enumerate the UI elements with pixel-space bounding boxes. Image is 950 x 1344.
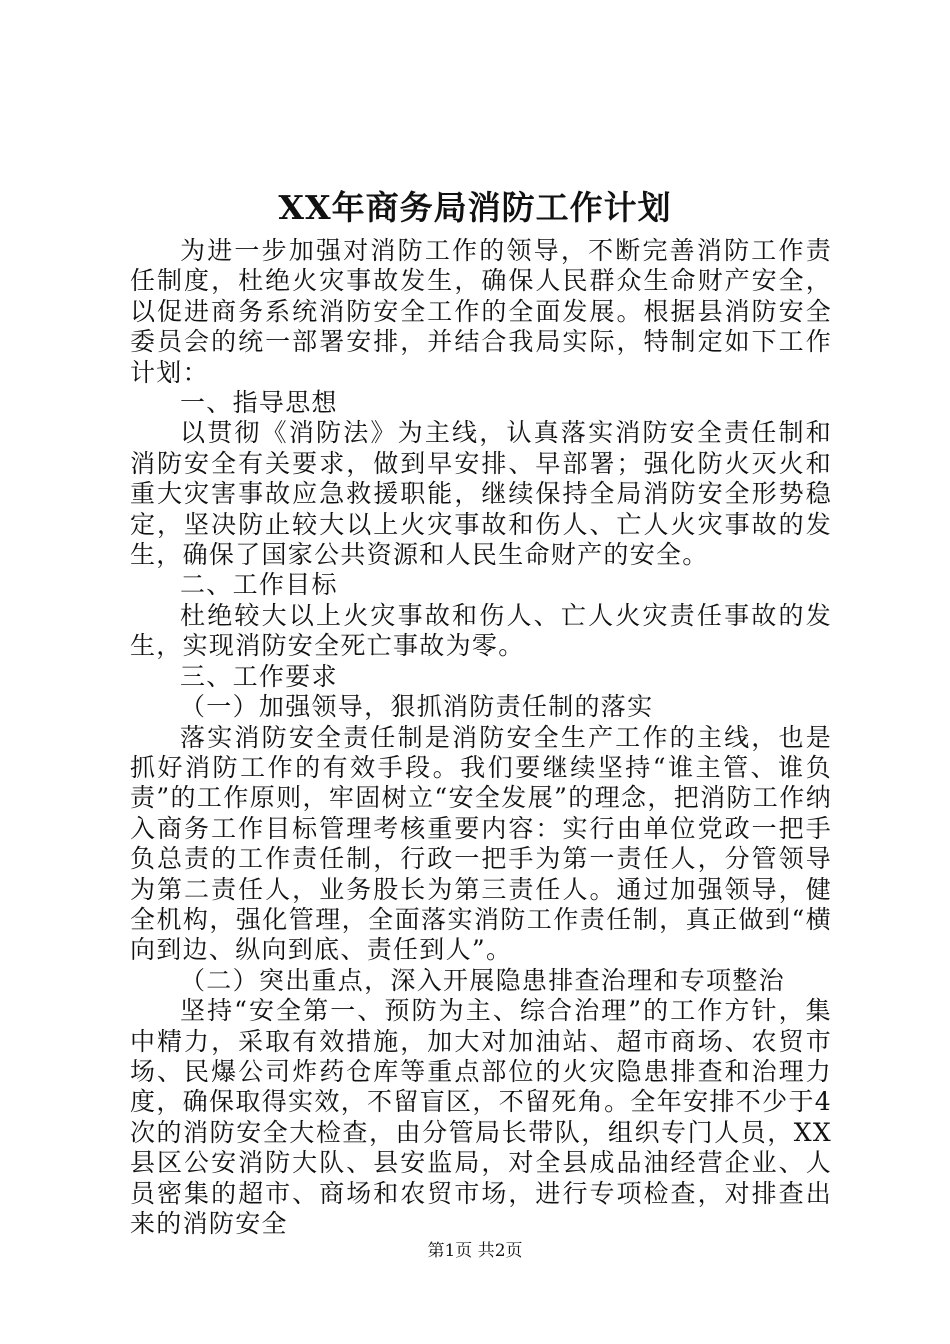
subsection-heading-2: （二）突出重点，深入开展隐患排查治理和专项整治 (180, 965, 785, 995)
paragraph-intro: 为进一步加强对消防工作的领导，不断完善消防工作责任制度，杜绝火灾事故发生，确保人民群众生命财产安全，以促进商务系统消防安全工作的全面发展。根据县消防安全委员会的统一部署安排，并结合我局实际，特制定如下工作计划： (130, 236, 832, 387)
paragraph-guiding-thought: 以贯彻《消防法》为主线，认真落实消防安全责任制和消防安全有关要求，做到早安排、早部署；强化防火灭火和重大灾害事故应急救援职能，继续保持全局消防安全形势稳定，坚决防止较大以上火灾事故和伤人、亡人火灾事故的发生，确保了国家公共资源和人民生命财产的安全。 (130, 418, 832, 570)
paragraph-work-goal: 杜绝较大以上火灾事故和伤人、亡人火灾责任事故的发生，实现消防安全死亡事故为零。 (130, 600, 832, 661)
paragraph-leadership: 落实消防安全责任制是消防安全生产工作的主线，也是抓好消防工作的有效手段。我们要继续坚持“谁主管、谁负责”的工作原则，牢固树立“安全发展”的理念，把消防工作纳入商务工作目标管理考核重要内容：实行由单位党政一把手负总责的工作责任制，行政一把手为第一责任人，分管领导为第二责任人，业务股长为第三责任人。通过加强领导，健全机构，强化管理，全面落实消防工作责任制，真正做到“横向到边、纵向到底、责任到人”。 (130, 722, 832, 965)
page-number-footer: 第1页 共2页 (427, 1241, 523, 1261)
subsection-heading-1: （一）加强领导，狠抓消防责任制的落实 (180, 692, 654, 722)
section-heading-3: 三、工作要求 (180, 661, 338, 691)
document-title: XX年商务局消防工作计划 (278, 188, 672, 227)
section-heading-2: 二、工作目标 (180, 570, 338, 600)
section-heading-1: 一、指导思想 (180, 388, 338, 418)
document-body (130, 236, 832, 1239)
paragraph-hazard-inspection: 坚持“安全第一、预防为主、综合治理”的工作方针，集中精力，采取有效措施，加大对加油站、超市商场、农贸市场、民爆公司炸药仓库等重点部位的火灾隐患排查和治理力度，确保取得实效，不留盲区，不留死角。全年安排不少于4次的消防安全大检查，由分管局长带队，组织专门人员，XX县区公安消防大队、县安监局，对全县成品油经营企业、人员密集的超市、商场和农贸市场，进行专项检查，对排查出来的消防安全 (130, 996, 832, 1238)
